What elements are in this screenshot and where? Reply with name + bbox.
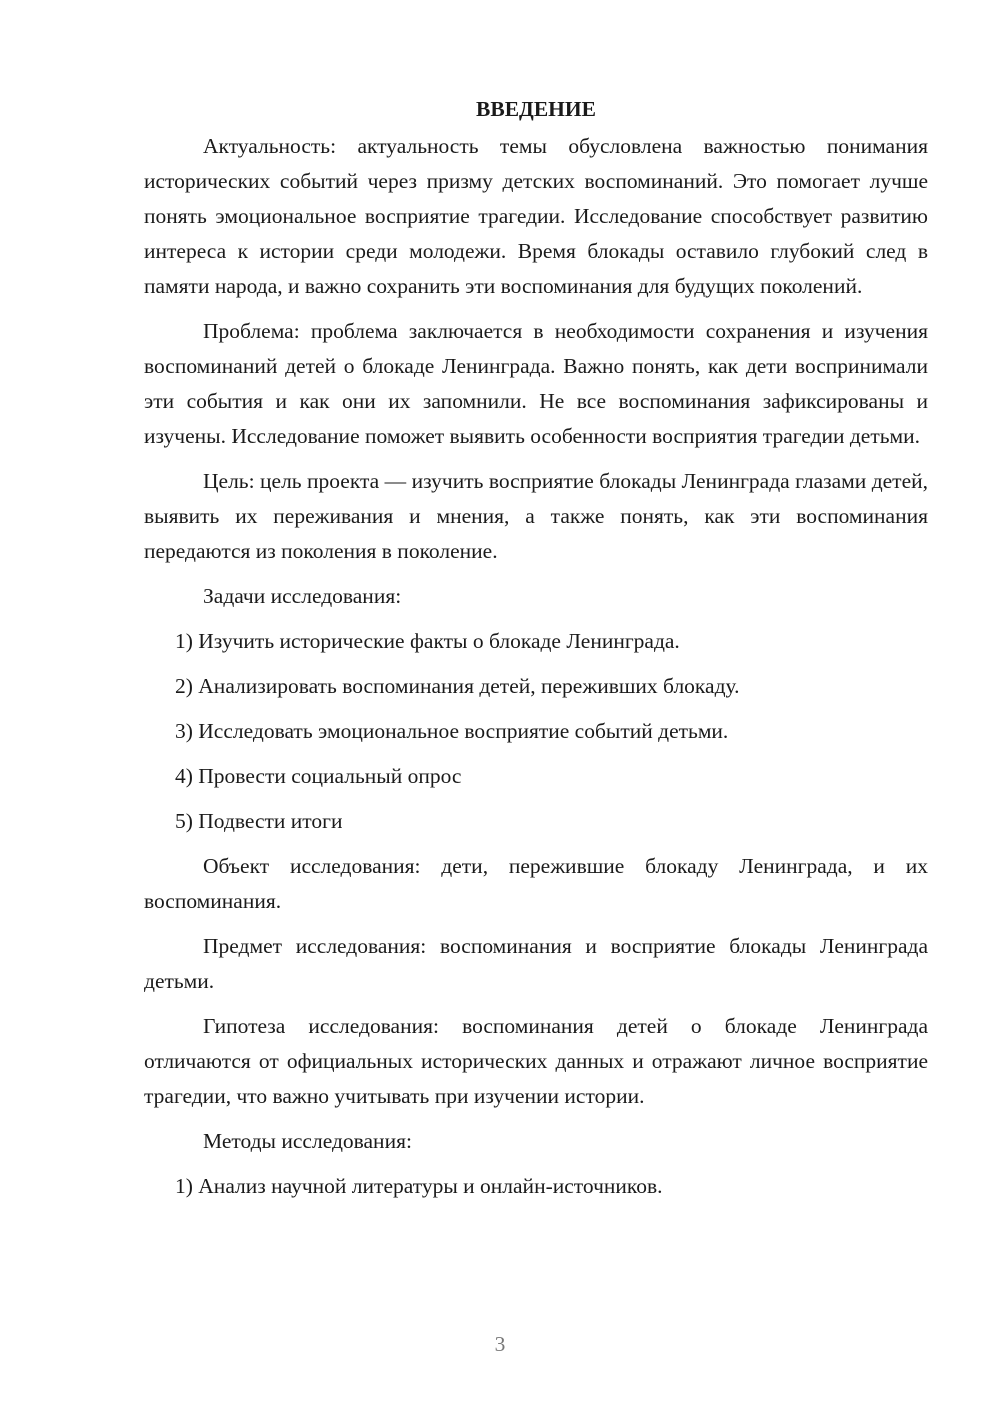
section-heading: ВВЕДЕНИЕ [476,97,596,121]
subject-paragraph: Предмет исследования: воспоминания и восприятие блокады Ленинграда детьми. [144,934,928,993]
relevance-paragraph: Актуальность: актуальность темы обусловлена важностью понимания исторических событий через призму детских воспоминаний. Это помогает лучше понять эмоциональное восприятие трагедии. Исследование способствует развитию интереса к истории среди молодежи. Время блокады оставило глубокий след в памяти народа, и важно сохранить эти воспоминания для будущих поколений. [144,134,928,298]
list-item: 2) Анализировать воспоминания детей, переживших блокаду. [175,674,740,698]
list-item: 4) Провести социальный опрос [175,764,462,788]
object-paragraph: Объект исследования: дети, пережившие блокаду Ленинграда, и их воспоминания. [144,854,928,913]
goal-paragraph: Цель: цель проекта — изучить восприятие блокады Ленинграда глазами детей, выявить их переживания и мнения, а также понять, как эти воспоминания передаются из поколения в поколение. [144,469,928,563]
hypothesis-paragraph: Гипотеза исследования: воспоминания детей о блокаде Ленинграда отличаются от официальных исторических данных и отражают личное восприятие трагедии, что важно учитывать при изучении истории. [144,1014,928,1108]
methods-list [144,1169,928,1204]
methods-title: Методы исследования: [203,1129,412,1153]
tasks-title: Задачи исследования: [203,584,402,608]
document-page [144,92,928,1214]
list-item: 5) Подвести итоги [175,809,343,833]
list-item: 1) Анализ научной литературы и онлайн-источников. [175,1174,663,1198]
list-item: 3) Исследовать эмоциональное восприятие событий детьми. [175,719,729,743]
list-item: 1) Изучить исторические факты о блокаде Ленинграда. [175,629,680,653]
tasks-list [144,624,928,839]
page-number: 3 [494,1332,506,1356]
problem-paragraph: Проблема: проблема заключается в необходимости сохранения и изучения воспоминаний детей о блокаде Ленинграда. Важно понять, как дети воспринимали эти события и как они их запомнили. Не все воспоминания зафиксированы и изучены. Исследование поможет выявить особенности восприятия трагедии детьми. [144,319,928,448]
